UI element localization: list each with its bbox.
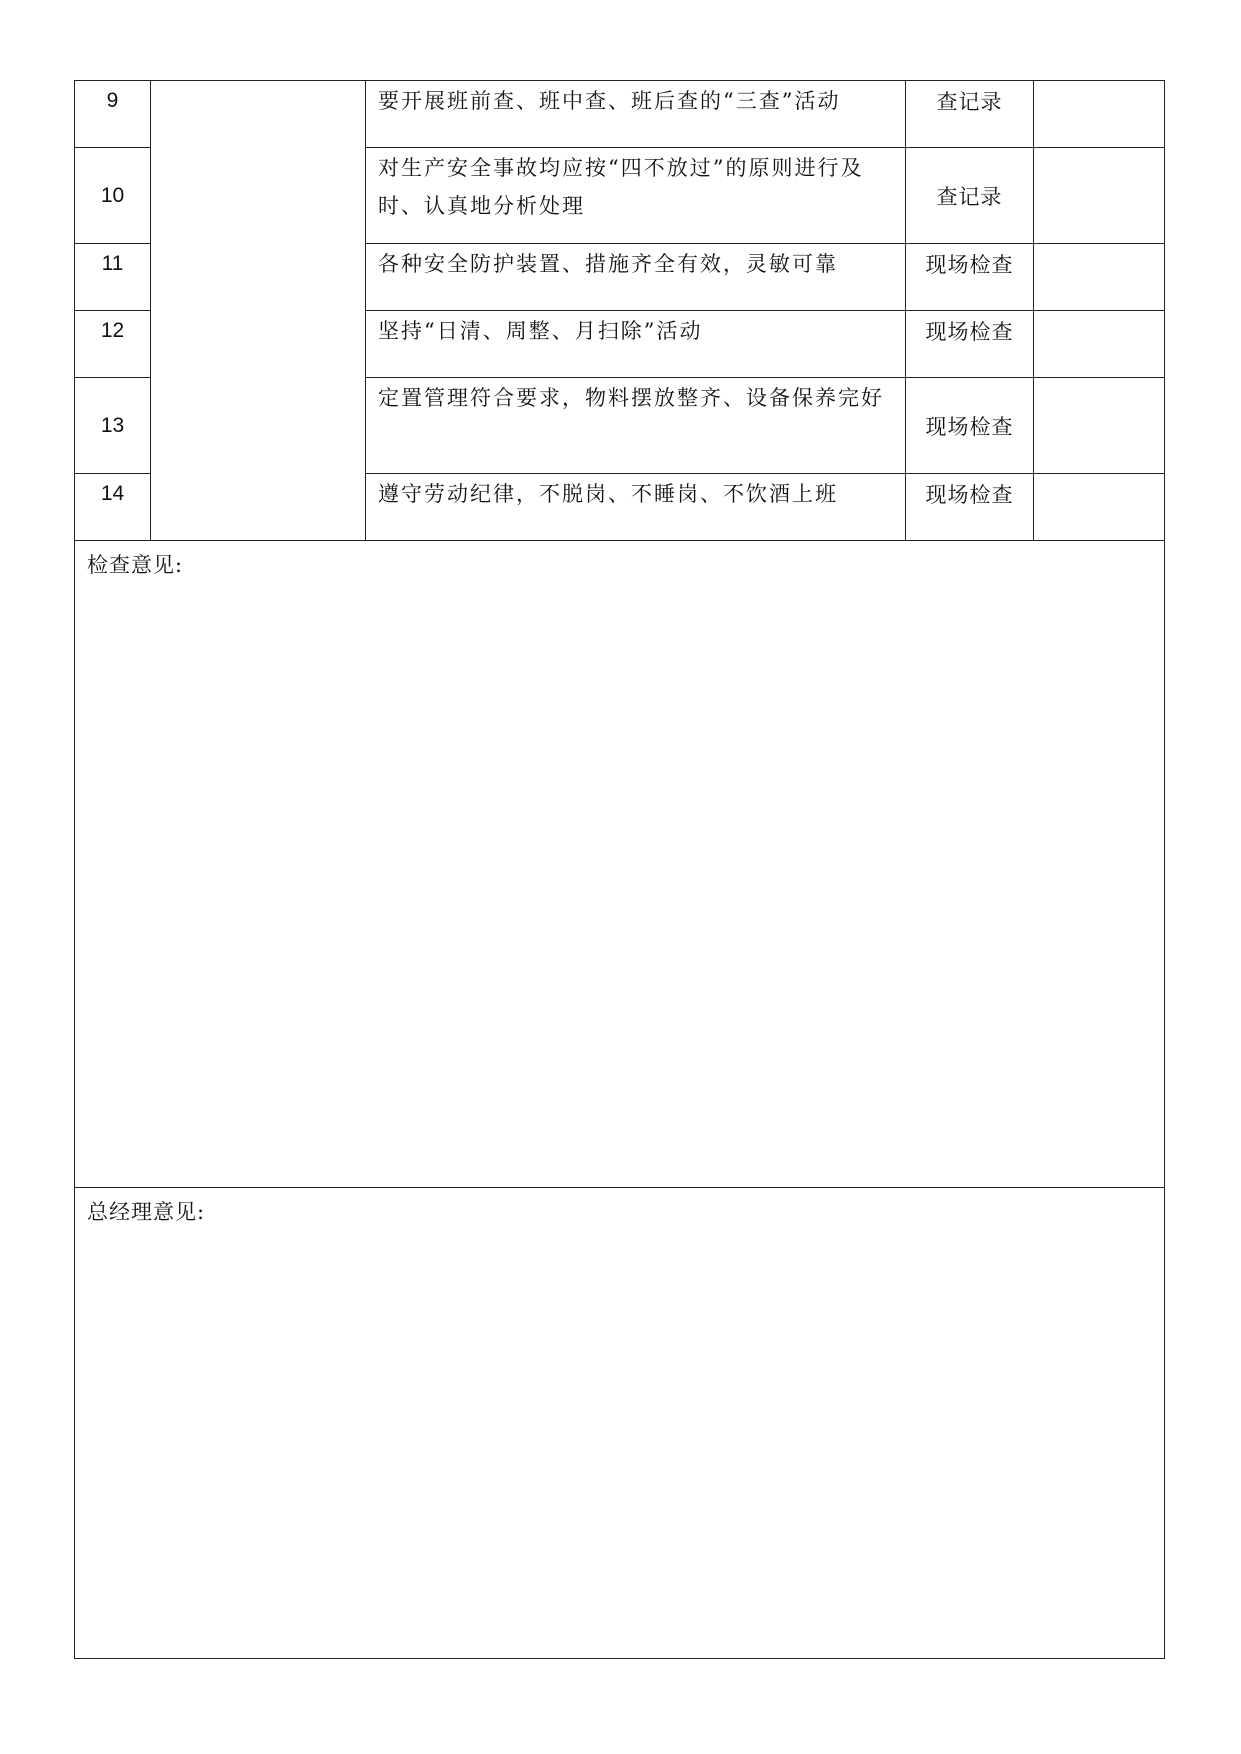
row-number: 14 <box>75 474 151 541</box>
table-row <box>75 81 1165 148</box>
result-cell[interactable] <box>1034 244 1165 311</box>
safety-checklist-table <box>74 80 1165 1659</box>
checklist-sheet <box>74 80 1164 1659</box>
gm-opinion-label: 总经理意见: <box>87 1200 206 1224</box>
check-method: 查记录 <box>906 148 1034 244</box>
check-method: 查记录 <box>906 81 1034 148</box>
result-cell[interactable] <box>1034 81 1165 148</box>
row-number: 11 <box>75 244 151 311</box>
row-number: 10 <box>75 148 151 244</box>
result-cell[interactable] <box>1034 378 1165 474</box>
check-method: 现场检查 <box>906 244 1034 311</box>
check-method: 现场检查 <box>906 378 1034 474</box>
result-cell[interactable] <box>1034 148 1165 244</box>
check-content: 坚持“日清、周整、月扫除”活动 <box>366 311 906 378</box>
check-method: 现场检查 <box>906 311 1034 378</box>
row-number: 13 <box>75 378 151 474</box>
inspection-opinion-field[interactable] <box>75 541 1165 1188</box>
inspection-opinion-label: 检查意见: <box>87 553 184 577</box>
check-content: 遵守劳动纪律，不脱岗、不睡岗、不饮酒上班 <box>366 474 906 541</box>
row-number: 9 <box>75 81 151 148</box>
check-method: 现场检查 <box>906 474 1034 541</box>
check-content: 要开展班前查、班中查、班后查的“三查”活动 <box>366 81 906 148</box>
check-content: 对生产安全事故均应按“四不放过”的原则进行及时、认真地分析处理 <box>366 148 906 244</box>
inspection-opinion-row <box>75 541 1165 1188</box>
result-cell[interactable] <box>1034 474 1165 541</box>
gm-opinion-field[interactable] <box>75 1188 1165 1659</box>
row-number: 12 <box>75 311 151 378</box>
gm-opinion-row <box>75 1188 1165 1659</box>
check-content: 定置管理符合要求，物料摆放整齐、设备保养完好 <box>366 378 906 474</box>
check-content: 各种安全防护装置、措施齐全有效，灵敏可靠 <box>366 244 906 311</box>
category-cell <box>151 81 366 541</box>
result-cell[interactable] <box>1034 311 1165 378</box>
